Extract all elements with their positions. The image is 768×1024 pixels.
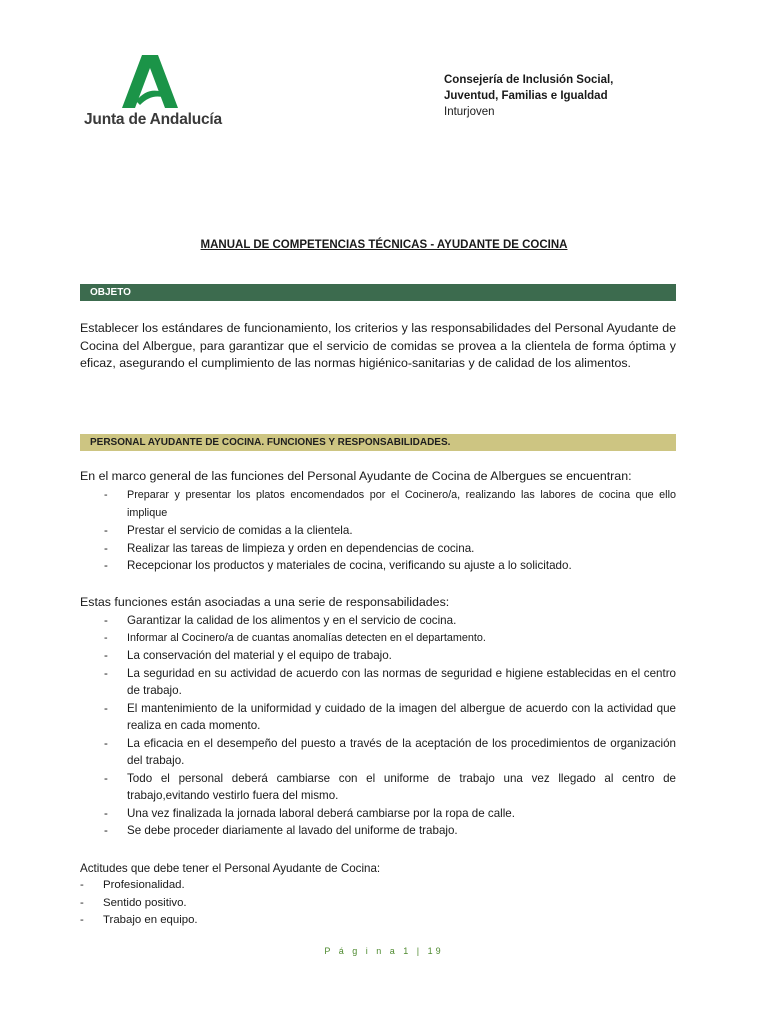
responsabilidades-list (80, 612, 676, 840)
list-item: - Informar al Cocinero/a de cuantas anomalías detecten en el departamento. (80, 630, 676, 648)
list-item: - Recepcionar los productos y materiales de cocina, verificando su ajuste a lo solicitado. (80, 557, 676, 575)
list-item: - Todo el personal deberá cambiarse con el uniforme de trabajo una vez llegado al centro de trabajo,evitando vestirlo fuera del mismo. (80, 770, 676, 805)
responsabilidades-intro: Estas funciones están asociadas a una serie de responsabilidades: (80, 595, 450, 609)
list-item: - Sentido positivo. (80, 895, 676, 913)
list-item: - Se debe proceder diariamente al lavado del uniforme de trabajo. (80, 822, 676, 840)
logo-text: Junta de Andalucía (84, 111, 222, 128)
section-heading-funciones: PERSONAL AYUDANTE DE COCINA. FUNCIONES Y RESPONSABILIDADES. (80, 434, 676, 451)
junta-de-andalucia-logo (84, 55, 224, 130)
list-item: - Realizar las tareas de limpieza y orden en dependencias de cocina. (80, 540, 676, 558)
page-number-footer: P á g i n a 1 | 19 (324, 946, 444, 956)
list-item: - Trabajo en equipo. (80, 912, 676, 930)
list-item: - Preparar y presentar los platos encomendados por el Cocinero/a, realizando las labores de cocina que ello implique (80, 487, 676, 522)
funciones-intro: En el marco general de las funciones del Personal Ayudante de Cocina de Albergues se encuentran: (80, 469, 632, 483)
actitudes-intro: Actitudes que debe tener el Personal Ayudante de Cocina: (80, 862, 381, 875)
agency-line-2: Juventud, Familias e Igualdad (444, 90, 608, 102)
list-item: - Profesionalidad. (80, 877, 676, 895)
objeto-paragraph: Establecer los estándares de funcionamiento, los criterios y las responsabilidades del Personal Ayudante de Cocina del Albergue, para garantizar que el servicio de comidas se provea a la clientela de forma óptima y eficaz, asegurando el cumplimiento de las normas higiénico-sanitarias y de calidad de los alimentos. (80, 321, 676, 370)
list-item: - La conservación del material y el equipo de trabajo. (80, 647, 676, 665)
list-item: - El mantenimiento de la uniformidad y cuidado de la imagen del albergue de acuerdo con la actividad que realiza en cada momento. (80, 700, 676, 735)
funciones-list (80, 487, 676, 575)
list-item: - Prestar el servicio de comidas a la clientela. (80, 522, 676, 540)
agency-line-1: Consejería de Inclusión Social, (444, 74, 614, 86)
andalucia-a-logo-icon (120, 55, 180, 109)
actitudes-list (80, 877, 676, 930)
section-heading-objeto: OBJETO (80, 284, 676, 301)
list-item: - Una vez finalizada la jornada laboral deberá cambiarse por la ropa de calle. (80, 805, 676, 823)
document-title: MANUAL DE COMPETENCIAS TÉCNICAS - AYUDANTE DE COCINA (200, 239, 568, 251)
list-item: - La eficacia en el desempeño del puesto a través de la aceptación de los procedimientos de organización del trabajo. (80, 735, 676, 770)
agency-header (444, 72, 613, 120)
agency-line-3: Inturjoven (444, 106, 495, 118)
list-item: - La seguridad en su actividad de acuerdo con las normas de seguridad e higiene establecidas en el centro de trabajo. (80, 665, 676, 700)
list-item: - Garantizar la calidad de los alimentos y en el servicio de cocina. (80, 612, 676, 630)
